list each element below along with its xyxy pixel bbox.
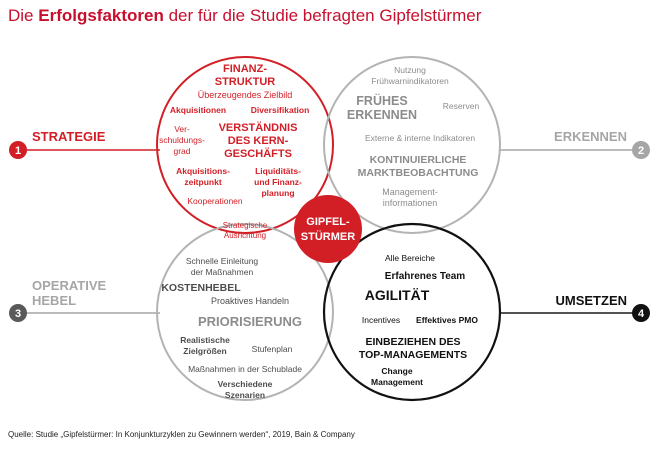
nutzung-label-1: Nutzung — [394, 65, 426, 75]
indikatoren-label: Externe & interne Indikatoren — [364, 133, 476, 143]
szenarien-label-2: Szenarien — [224, 390, 266, 400]
verstaendnis-label-3: GESCHÄFTS — [224, 148, 292, 160]
badge-2-number: 2 — [637, 145, 645, 157]
center-label-1: GIPFEL- — [306, 216, 350, 228]
akquisitionszeitpunkt-label-2: zeitpunkt — [184, 177, 222, 187]
finanzstruktur-label-1: FINANZ- — [223, 63, 267, 75]
page-title: Die Erfolgsfaktoren der für die Studie befragten Gipfelstürmer — [8, 6, 482, 25]
finanzstruktur-label-2: STRUKTUR — [214, 76, 276, 88]
verschuldung-label-2: schuldungs- — [159, 135, 205, 145]
verschuldung-label-3: grad — [173, 146, 191, 156]
szenarien-label-1: Verschiedene — [217, 379, 273, 389]
operative-label-line1: OPERATIVE — [32, 278, 107, 293]
reserven-label: Reserven — [442, 101, 480, 111]
verstaendnis-label-2: DES KERN- — [227, 135, 289, 147]
alle-bereiche-label: Alle Bereiche — [384, 253, 436, 263]
zielgroessen-label-2: Zielgrößen — [183, 346, 227, 356]
schnelle-einleitung-label-1: Schnelle Einleitung — [185, 256, 259, 266]
schublade-label: Maßnahmen in der Schublade — [188, 364, 302, 374]
operative-label-line2: HEBEL — [32, 293, 77, 308]
change-management-label-2: Management — [371, 377, 423, 387]
effektives-pmo-label: Effektives PMO — [416, 315, 478, 325]
liquiditaet-label-2: und Finanz- — [254, 177, 302, 187]
erkennen-label: ERKENNEN — [554, 129, 627, 144]
akquisitionen-label: Akquisitionen — [169, 105, 227, 115]
change-management-label-1: Change — [381, 366, 413, 376]
marktbeobachtung-label-2: MARKTBEOBACHTUNG — [357, 167, 479, 179]
verstaendnis-label-1: VERSTÄNDNIS — [218, 122, 298, 134]
fruehes-erkennen-label-1: FRÜHES — [356, 94, 408, 108]
strategische-ausrichtung-label-2: Ausrichtung — [223, 231, 267, 240]
erfahrenes-team-label: Erfahrenes Team — [384, 271, 466, 282]
badge-3-number: 3 — [14, 308, 22, 320]
kostenhebel-label: KOSTENHEBEL — [161, 282, 241, 294]
zielbild-label: Überzeugendes Zielbild — [197, 90, 293, 100]
kontinuierliche-label-1: KONTINUIERLICHE — [369, 154, 467, 166]
strategie-label: STRATEGIE — [32, 129, 106, 144]
priorisierung-label: PRIORISIERUNG — [197, 314, 303, 329]
management-info-label-1: Management- — [382, 187, 438, 197]
kooperationen-label: Kooperationen — [187, 196, 243, 206]
top-managements-label-2: TOP-MANAGEMENTS — [358, 349, 468, 361]
schnelle-einleitung-label-2: der Maßnahmen — [190, 267, 254, 277]
verschuldung-label-1: Ver- — [174, 124, 190, 134]
nutzung-label-2: Frühwarnindikatoren — [371, 76, 449, 86]
liquiditaet-label-1: Liquiditäts- — [255, 166, 301, 176]
fruehes-erkennen-label-2: ERKENNEN — [346, 108, 418, 122]
source-note: Quelle: Studie „Gipfelstürmer: In Konjunkturzyklen zu Gewinnern werden“, 2019, Bain & Company — [8, 430, 355, 439]
incentives-label: Incentives — [361, 315, 401, 325]
liquiditaet-label-3: planung — [261, 188, 295, 198]
management-info-label-2: informationen — [382, 198, 438, 208]
strategische-ausrichtung-label-1: Strategische — [222, 221, 268, 230]
badge-4-number: 4 — [637, 308, 645, 320]
diversifikation-label: Diversifikation — [250, 105, 310, 115]
center-label-2: STÜRMER — [300, 231, 356, 243]
akquisitionszeitpunkt-label-1: Akquisitions- — [176, 166, 230, 176]
realistische-label-1: Realistische — [180, 335, 230, 345]
agilitaet-label: AGILITÄT — [364, 287, 430, 303]
umsetzen-label: UMSETZEN — [555, 293, 627, 308]
badge-1-number: 1 — [14, 145, 22, 157]
einbeziehen-label-1: EINBEZIEHEN DES — [365, 336, 461, 348]
proaktives-handeln-label: Proaktives Handeln — [210, 296, 290, 306]
stufenplan-label: Stufenplan — [251, 344, 293, 354]
gipfelstuermer-center-circle — [294, 195, 362, 263]
